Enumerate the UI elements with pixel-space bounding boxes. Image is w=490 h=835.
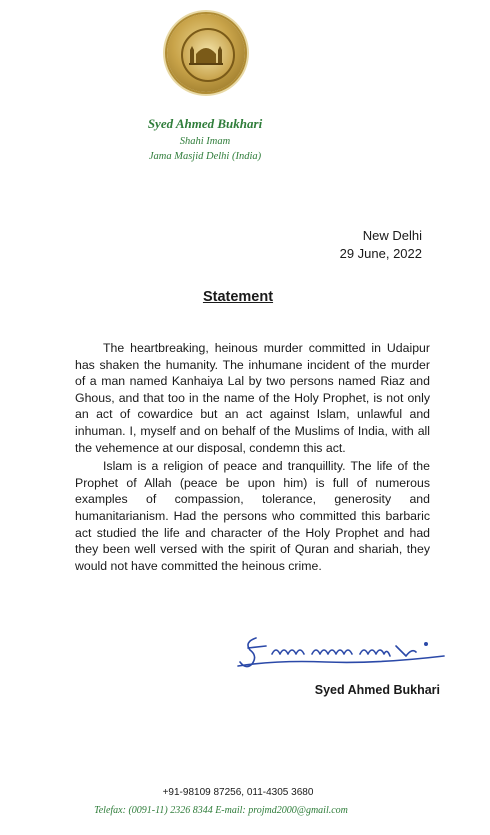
mosque-emblem-icon [186,38,226,66]
emblem-seal [167,14,245,92]
letterhead-institution: Jama Masjid Delhi (India) [148,151,262,162]
statement-title: Statement [202,289,274,305]
letterhead-title: Shahi Imam [179,136,231,147]
paragraph-2: Islam is a religion of peace and tranquillity. The life of the Prophet of Allah (peace be upon him) is full of numerous examples of compassion, tolerance, generosity and humanitarianism. Had the persons who committed this barbaric act studied the life and character of the Holy Prophet and had they been well versed with the spirit of Quran and shariah, they would not have committed the heinous crime. [75,459,430,573]
date: 29 June, 2022 [339,246,422,261]
footer-contact: Telefax: (0091-11) 2326 8344 E-mail: projmd2000@gmail.com [94,805,348,816]
place: New Delhi [362,228,422,243]
handwritten-signature [236,630,448,672]
letterhead-name: Syed Ahmed Bukhari [147,116,263,131]
statement-body [75,340,430,574]
paragraph-1: The heartbreaking, heinous murder committed in Udaipur has shaken the humanity. The inhumane incident of the murder of a man named Kanhaiya Lal by two persons named Riaz and Ghous, and that too in the name of the Holy Prophet, is not only an act of cowardice but an act against Islam, unlawful and inhuman. I, myself and on behalf of the Muslims of India, with all the vehemence at our disposal, condemn this act. [75,341,430,455]
signatory-name: Syed Ahmed Bukhari [314,683,440,697]
footer-phones: +91-98109 87256, 011-4305 3680 [162,787,314,798]
